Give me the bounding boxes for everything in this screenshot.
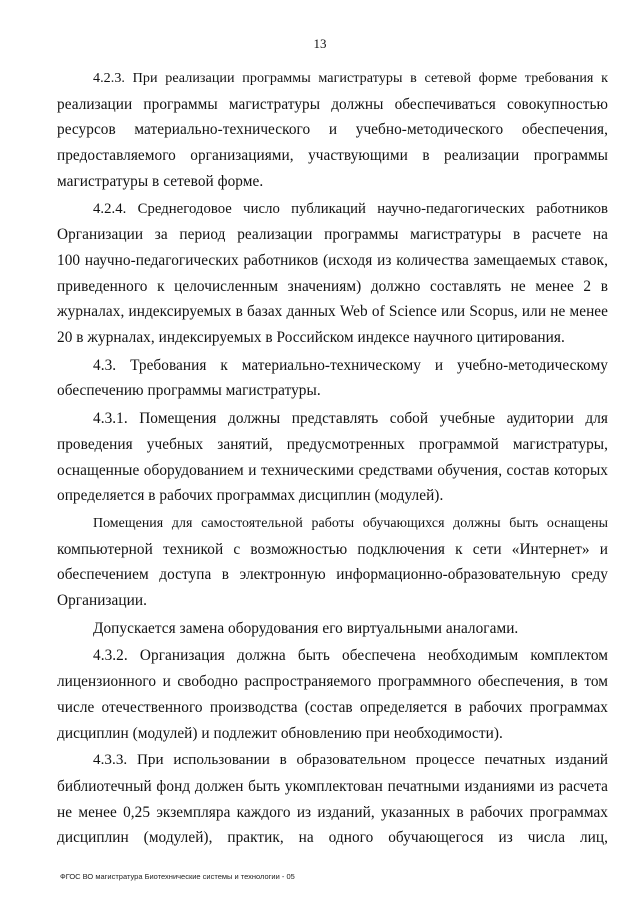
text-line: 4.3.3. При использовании в образовательном процессе печатных изданий (93, 752, 608, 769)
paragraph-4-2-4 (57, 197, 608, 351)
paragraph-4-3-1 (57, 406, 608, 509)
text-line: 4.2.4. Среднегодовое число публикаций научно-педагогических работников (93, 200, 608, 217)
footer-note: ФГОС ВО магистратура Биотехнические системы и технологии - 05 (60, 872, 295, 881)
text-line: 4.3. Требования к материально-техническому и учебно-методическому (93, 356, 608, 374)
text-line: компьютерной техникой с возможностью подключения к сети «Интернет» и (57, 540, 608, 558)
text-line: реализации программы магистратуры должны обеспечиваться совокупностью (57, 95, 608, 113)
text-line: 100 научно-педагогических работников (исходя из количества замещаемых ставок, (57, 251, 608, 269)
paragraph-4-3-2 (57, 643, 608, 746)
document-body (57, 66, 608, 851)
text-line: числе отечественного производства (состав определяется в рабочих программах (57, 698, 608, 716)
text-line: предоставляемого организациями, участвующими в реализации программы (57, 147, 608, 165)
paragraph-4-2-3 (57, 66, 608, 195)
text-line: 4.3.2. Организация должна быть обеспечена необходимым комплектом (93, 647, 608, 665)
text-line: Организации за период реализации программы магистратуры в расчете на (57, 226, 608, 244)
text-line: лицензионного и свободно распространяемого программного обеспечения, в том (57, 673, 608, 691)
paragraph-self-study-rooms (57, 511, 608, 614)
text-line: оснащенные оборудованием и техническими средствами обучения, состав которых (57, 461, 608, 479)
paragraph-virtual-analogs (57, 616, 608, 642)
text-line: ресурсов материально-технического и учебно-методического обеспечения, (57, 121, 608, 139)
text-line: Организации. (57, 592, 147, 610)
text-line: Помещения для самостоятельной работы обучающихся должны быть оснащены (93, 515, 608, 531)
text-line: Допускается замена оборудования его виртуальными аналогами. (93, 619, 519, 637)
text-line: обеспечению программы магистратуры. (57, 382, 321, 400)
paragraph-4-3 (57, 353, 608, 404)
text-line: 4.3.1. Помещения должны представлять собой учебные аудитории для (93, 410, 608, 428)
text-line: не менее 0,25 экземпляра каждого из изданий, указанных в рабочих программах (57, 803, 608, 821)
text-line: журналах, индексируемых в базах данных Web of Science или Scopus, или не менее (57, 303, 608, 321)
text-line: обеспечением доступа в электронную информационно-образовательную среду (57, 566, 608, 584)
text-line: проведения учебных занятий, предусмотренных программой магистратуры, (57, 435, 608, 453)
text-line: 20 в журналах, индексируемых в Российском индексе научного цитирования. (57, 329, 565, 347)
text-line: магистратуры в сетевой форме. (57, 172, 264, 190)
text-line: 4.2.3. При реализации программы магистратуры в сетевой форме требования к (93, 70, 608, 86)
text-line: библиотечный фонд должен быть укомплектован печатными изданиями из расчета (57, 777, 608, 795)
paragraph-4-3-3 (57, 748, 608, 851)
text-line: приведенного к целочисленным значениям) должно составлять не менее 2 в (57, 277, 608, 295)
text-line: определяется в рабочих программах дисциплин (модулей). (57, 487, 444, 505)
text-line: дисциплин (модулей), практик, на одного обучающегося из числа лиц, (57, 829, 608, 847)
page-number: 13 (313, 36, 327, 51)
text-line: дисциплин (модулей) и подлежит обновлению при необходимости). (57, 724, 503, 742)
